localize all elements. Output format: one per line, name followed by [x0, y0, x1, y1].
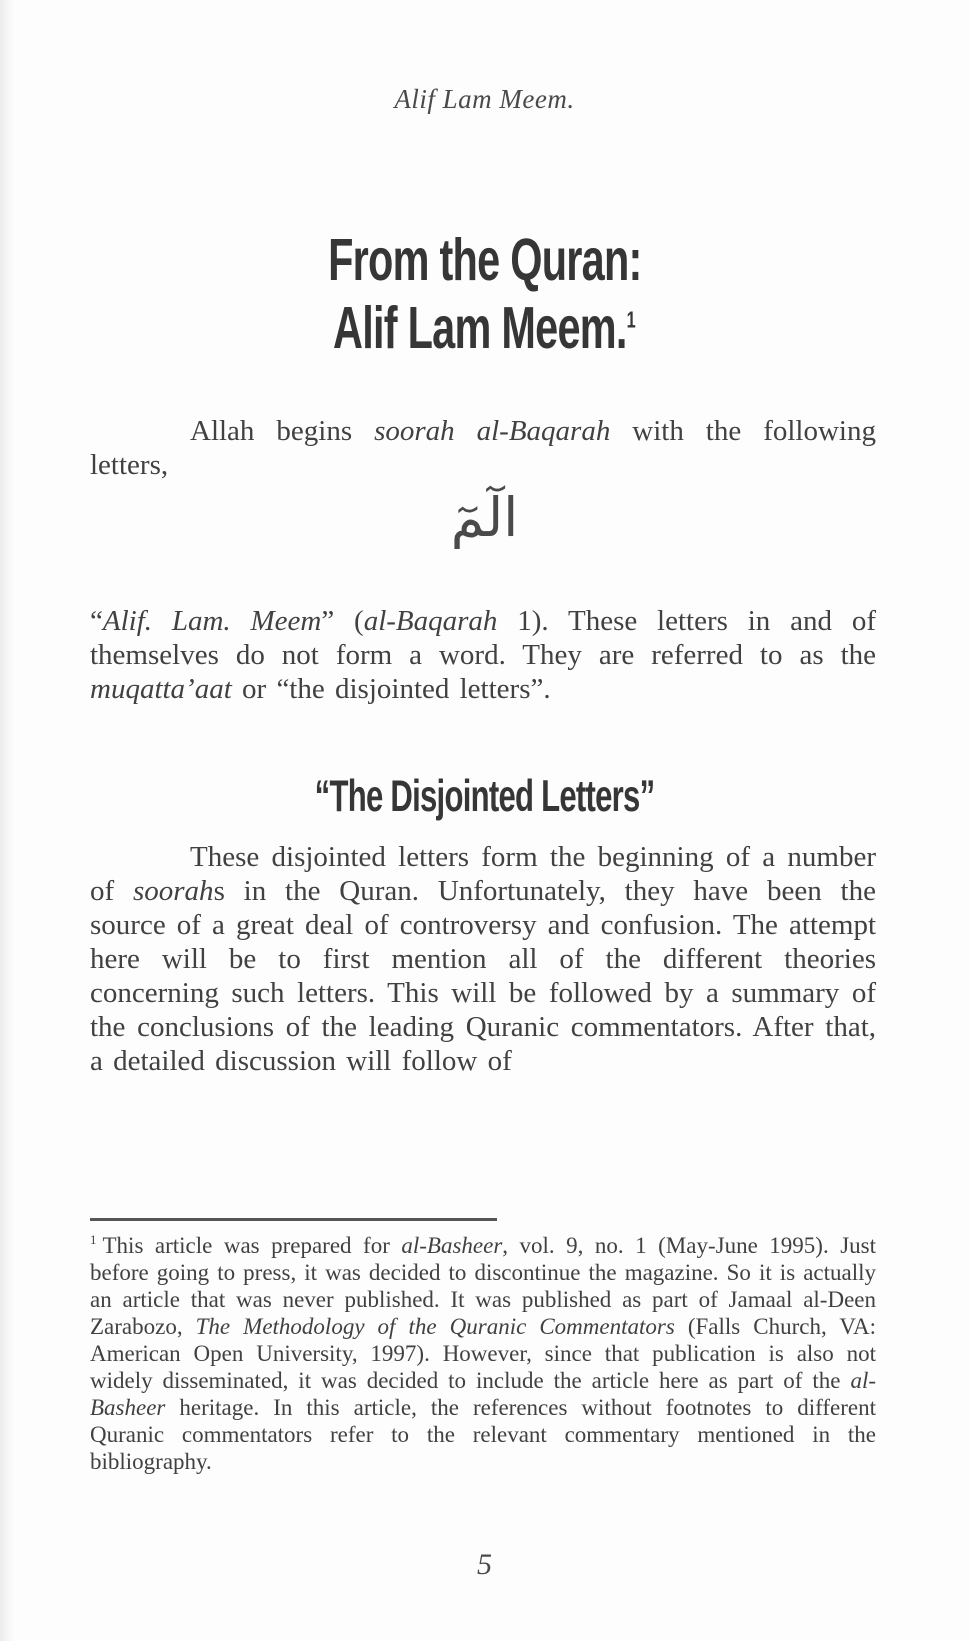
description-paragraph: “Alif. Lam. Meem” (al-Baqarah 1). These letters in and of themselves do not form a word. They are referred to as the muqatta’aat or “the disjointed letters”.: [90, 605, 876, 705]
footnote: $^1$ This article was prepared for al-Basheer, vol. 9, no. 1 (May-June 1995). Just before going to press, it was decided to discontinue the magazine. So it is actually an article that was never published. It was published as part of Jamaal al-Deen Zarabozo, The Methodology of the Quranic Commentators (Falls Church, VA: American Open University, 1997). However, since that publication is also not widely disseminated, it was decided to include the article here as part of the al-Basheer heritage. In this article, the references without footnotes to different Quranic commentators refer to the relevant commentary mentioned in the bibliography.: [90, 1232, 876, 1474]
title-line-2: Alif Lam Meem.$^1$: [333, 294, 636, 361]
section-heading: “The Disjointed Letters”: [314, 770, 655, 821]
title-line-1: From the Quran:: [327, 226, 642, 293]
arabic-calligraphy: الٓمٓ: [450, 486, 519, 549]
running-header: Alif Lam Meem.: [394, 84, 575, 114]
article-title: [0, 226, 969, 362]
page-number: 5: [477, 1548, 492, 1581]
footnote-marker: 1: [90, 1232, 97, 1248]
title-footnote-marker: 1: [627, 306, 636, 333]
intro-paragraph: Allah begins soorah al-Baqarah with the following letters,: [90, 415, 876, 481]
footnote-separator-rule: [90, 1218, 497, 1221]
section-paragraph: These disjointed letters form the beginning of a number of soorahs in the Quran. Unfortunately, they have been the source of a great deal of controversy and confusion. The attempt here will be to first mention all of the different theories concerning such letters. This will be followed by a summary of the conclusions of the leading Quranic commentators. After that, a detailed discussion will follow of: [90, 841, 876, 1077]
